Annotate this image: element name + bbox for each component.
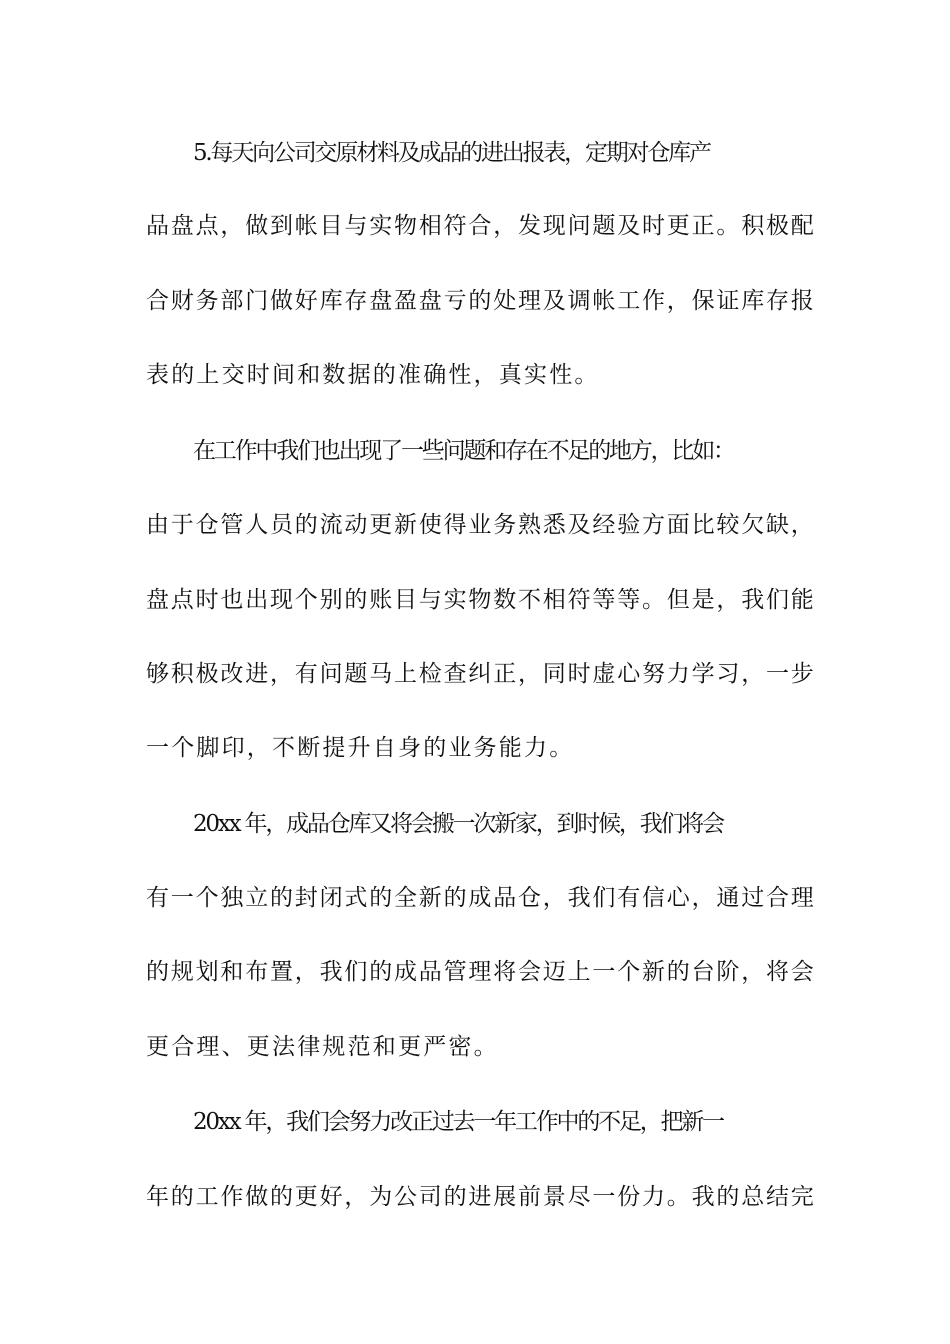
- paragraph-1-line-1: 5.每天向公司交原材料及成品的进出报表，定期对仓库产: [193, 140, 710, 166]
- paragraph-4-line-2: 年的工作做的更好，为公司的进展前景尽一份力。我的总结完: [146, 1184, 816, 1210]
- paragraph-3-line-1: 20xx 年，成品仓库又将会搬一次新家，到时候，我们将会: [193, 811, 723, 837]
- paragraph-2-line-1: 在工作中我们也出现了一些问题和存在不足的地方，比如：: [193, 438, 734, 464]
- paragraph-2-line-4: 够积极改进，有问题马上检查纠正，同时虚心努力学习，一步: [146, 661, 816, 687]
- paragraph-2-line-5: 一个脚印，不断提升自身的业务能力。: [146, 735, 575, 761]
- paragraph-1-line-4: 表的上交时间和数据的准确性，真实性。: [146, 362, 600, 388]
- paragraph-2-line-2: 由于仓管人员的流动更新使得业务熟悉及经验方面比较欠缺，: [146, 512, 816, 538]
- paragraph-4-line-1: 20xx 年，我们会努力改正过去一年工作中的不足，把新一: [193, 1109, 723, 1135]
- paragraph-1-line-2: 品盘点，做到帐目与实物相符合，发现问题及时更正。积极配: [146, 213, 816, 239]
- paragraph-1-line-3: 合财务部门做好库存盘盈盘亏的处理及调帐工作，保证库存报: [146, 288, 816, 314]
- paragraph-2-line-3: 盘点时也出现个别的账目与实物数不相符等等。但是，我们能: [146, 587, 816, 613]
- paragraph-3-line-2: 有一个独立的封闭式的全新的成品仓，我们有信心，通过合理: [146, 885, 816, 911]
- paragraph-3-line-4: 更合理、更法律规范和更严密。: [146, 1034, 499, 1060]
- paragraph-3-line-3: 的规划和布置，我们的成品管理将会迈上一个新的台阶，将会: [146, 959, 816, 985]
